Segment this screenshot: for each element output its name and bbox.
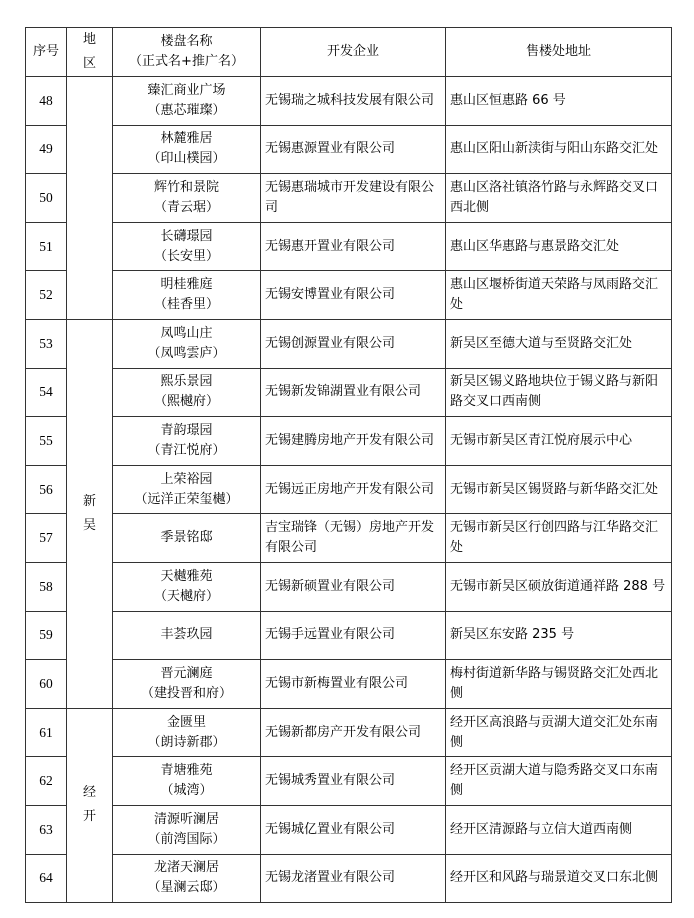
property-alias: （长安里） — [153, 248, 219, 264]
property-name: 长礴璟园 — [160, 228, 213, 244]
table-row — [26, 514, 672, 563]
property-alias: （前湾国际） — [147, 831, 226, 847]
sales-office-address-cell: 惠山区堰桥街道天荣路与凤雨路交汇处 — [446, 271, 672, 320]
sales-office-address-cell: 惠山区洛社镇洛竹路与永辉路交叉口西北侧 — [446, 174, 672, 223]
table-row — [26, 854, 672, 903]
developer-cell: 无锡创源置业有限公司 — [261, 319, 446, 368]
property-name-cell — [113, 660, 261, 709]
developer-cell: 无锡新硕置业有限公司 — [261, 562, 446, 611]
table-row — [26, 368, 672, 417]
developer-cell: 无锡惠瑞城市开发建设有限公司 — [261, 174, 446, 223]
table-header-row — [26, 28, 672, 77]
table-row — [26, 757, 672, 806]
property-alias: （青江悦府） — [147, 442, 226, 458]
developer-cell: 无锡瑞之城科技发展有限公司 — [261, 77, 446, 126]
sales-office-address-cell: 无锡市新吴区锡贤路与新华路交汇处 — [446, 465, 672, 514]
row-number: 60 — [26, 660, 67, 709]
property-name-cell — [113, 562, 261, 611]
row-number: 58 — [26, 562, 67, 611]
row-number: 55 — [26, 417, 67, 466]
table-row — [26, 417, 672, 466]
row-number: 64 — [26, 854, 67, 903]
district-cell — [67, 319, 113, 708]
sales-office-address-cell: 无锡市新吴区青江悦府展示中心 — [446, 417, 672, 466]
property-name-cell — [113, 708, 261, 757]
table-row — [26, 611, 672, 660]
property-alias: （天樾府） — [153, 588, 219, 604]
property-alias: （惠芯璀璨） — [147, 102, 226, 118]
developer-cell: 吉宝瑞锋（无锡）房地产开发有限公司 — [261, 514, 446, 563]
header-name — [113, 28, 261, 77]
property-alias: （熙樾府） — [153, 394, 219, 410]
sales-office-address-cell: 经开区清源路与立信大道西南侧 — [446, 805, 672, 854]
sales-office-address-cell: 梅村街道新华路与锡贤路交汇处西北侧 — [446, 660, 672, 709]
property-alias: （凤鸣雲庐） — [147, 345, 226, 361]
row-number: 52 — [26, 271, 67, 320]
property-name: 上荣裕园 — [160, 471, 213, 487]
property-name-cell — [113, 368, 261, 417]
table-row — [26, 660, 672, 709]
header-address: 售楼处地址 — [446, 28, 672, 77]
sales-office-address-cell: 新吴区东安路 235 号 — [446, 611, 672, 660]
district-label: 经开 — [82, 785, 96, 825]
property-name: 丰荟玖园 — [160, 627, 213, 643]
property-alias: （青云琚） — [153, 199, 219, 215]
header-district: 地区 — [67, 28, 113, 77]
property-name-cell — [113, 854, 261, 903]
property-name-cell — [113, 77, 261, 126]
header-no: 序号 — [26, 28, 67, 77]
property-name: 辉竹和景院 — [153, 179, 219, 195]
property-name-cell — [113, 465, 261, 514]
developer-cell: 无锡惠开置业有限公司 — [261, 222, 446, 271]
table-row — [26, 271, 672, 320]
property-name-cell — [113, 805, 261, 854]
table-row — [26, 77, 672, 126]
housing-listing-table — [25, 27, 672, 903]
sales-office-address-cell: 经开区和风路与瑞景道交叉口东北侧 — [446, 854, 672, 903]
property-name-cell — [113, 514, 261, 563]
property-name-cell — [113, 611, 261, 660]
header-name-main: 楼盘名称 — [160, 34, 213, 49]
property-alias: （远洋正荣玺樾） — [134, 491, 239, 507]
property-name: 青塘雅苑 — [160, 763, 213, 779]
property-name: 青韵璟园 — [160, 422, 213, 438]
sales-office-address-cell: 惠山区阳山新渎街与阳山东路交汇处 — [446, 125, 672, 174]
property-alias: （城湾） — [160, 783, 213, 799]
header-name-sub: （正式名+推广名） — [129, 54, 244, 69]
header-developer: 开发企业 — [261, 28, 446, 77]
row-number: 57 — [26, 514, 67, 563]
table-row — [26, 562, 672, 611]
property-name-cell — [113, 174, 261, 223]
developer-cell: 无锡新都房产开发有限公司 — [261, 708, 446, 757]
developer-cell: 无锡安博置业有限公司 — [261, 271, 446, 320]
sales-office-address-cell: 惠山区华惠路与惠景路交汇处 — [446, 222, 672, 271]
property-alias: （朗诗新郡） — [147, 734, 226, 750]
property-alias: （星澜云邸） — [147, 880, 226, 896]
property-name-cell — [113, 417, 261, 466]
developer-cell: 无锡惠源置业有限公司 — [261, 125, 446, 174]
property-name: 金匮里 — [166, 714, 206, 730]
sales-office-address-cell: 无锡市新吴区行创四路与江华路交汇处 — [446, 514, 672, 563]
property-alias: （桂香里） — [153, 297, 219, 313]
row-number: 50 — [26, 174, 67, 223]
property-name-cell — [113, 757, 261, 806]
row-number: 53 — [26, 319, 67, 368]
sales-office-address-cell: 无锡市新吴区硕放街道通祥路 288 号 — [446, 562, 672, 611]
property-name-cell — [113, 271, 261, 320]
developer-cell: 无锡龙渚置业有限公司 — [261, 854, 446, 903]
developer-cell: 无锡市新梅置业有限公司 — [261, 660, 446, 709]
property-name-cell — [113, 125, 261, 174]
developer-cell: 无锡建腾房地产开发有限公司 — [261, 417, 446, 466]
property-name-cell — [113, 319, 261, 368]
developer-cell: 无锡城秀置业有限公司 — [261, 757, 446, 806]
row-number: 49 — [26, 125, 67, 174]
table-row — [26, 805, 672, 854]
property-name: 臻汇商业广场 — [147, 82, 226, 98]
district-cell — [67, 77, 113, 320]
table-row — [26, 465, 672, 514]
table-row — [26, 708, 672, 757]
property-name: 龙渚天澜居 — [153, 860, 219, 876]
row-number: 62 — [26, 757, 67, 806]
property-name: 明桂雅庭 — [160, 277, 213, 293]
table-row — [26, 222, 672, 271]
developer-cell: 无锡新发锦湖置业有限公司 — [261, 368, 446, 417]
table-row — [26, 125, 672, 174]
table-row — [26, 319, 672, 368]
developer-cell: 无锡远正房地产开发有限公司 — [261, 465, 446, 514]
property-name: 季景铭邸 — [160, 530, 213, 546]
property-name-cell — [113, 222, 261, 271]
developer-cell: 无锡城亿置业有限公司 — [261, 805, 446, 854]
sales-office-address-cell: 经开区贡湖大道与隐秀路交叉口东南侧 — [446, 757, 672, 806]
row-number: 54 — [26, 368, 67, 417]
property-name: 晋元澜庭 — [160, 665, 213, 681]
property-name: 清源听澜居 — [153, 811, 219, 827]
property-name: 凤鸣山庄 — [160, 325, 213, 341]
district-cell — [67, 708, 113, 902]
property-name: 熙乐景园 — [160, 374, 213, 390]
row-number: 61 — [26, 708, 67, 757]
row-number: 63 — [26, 805, 67, 854]
sales-office-address-cell: 经开区高浪路与贡湖大道交汇处东南侧 — [446, 708, 672, 757]
row-number: 56 — [26, 465, 67, 514]
sales-office-address-cell: 惠山区恒惠路 66 号 — [446, 77, 672, 126]
district-label: 新吴 — [82, 493, 96, 533]
sales-office-address-cell: 新吴区至德大道与至贤路交汇处 — [446, 319, 672, 368]
developer-cell: 无锡手远置业有限公司 — [261, 611, 446, 660]
property-name: 林麓雅居 — [160, 131, 213, 147]
property-name: 天樾雅苑 — [160, 568, 213, 584]
property-alias: （建投晋和府） — [140, 685, 232, 701]
row-number: 48 — [26, 77, 67, 126]
table-row — [26, 174, 672, 223]
sales-office-address-cell: 新吴区锡义路地块位于锡义路与新阳路交叉口西南侧 — [446, 368, 672, 417]
property-alias: （印山樸园） — [147, 151, 226, 167]
row-number: 59 — [26, 611, 67, 660]
row-number: 51 — [26, 222, 67, 271]
